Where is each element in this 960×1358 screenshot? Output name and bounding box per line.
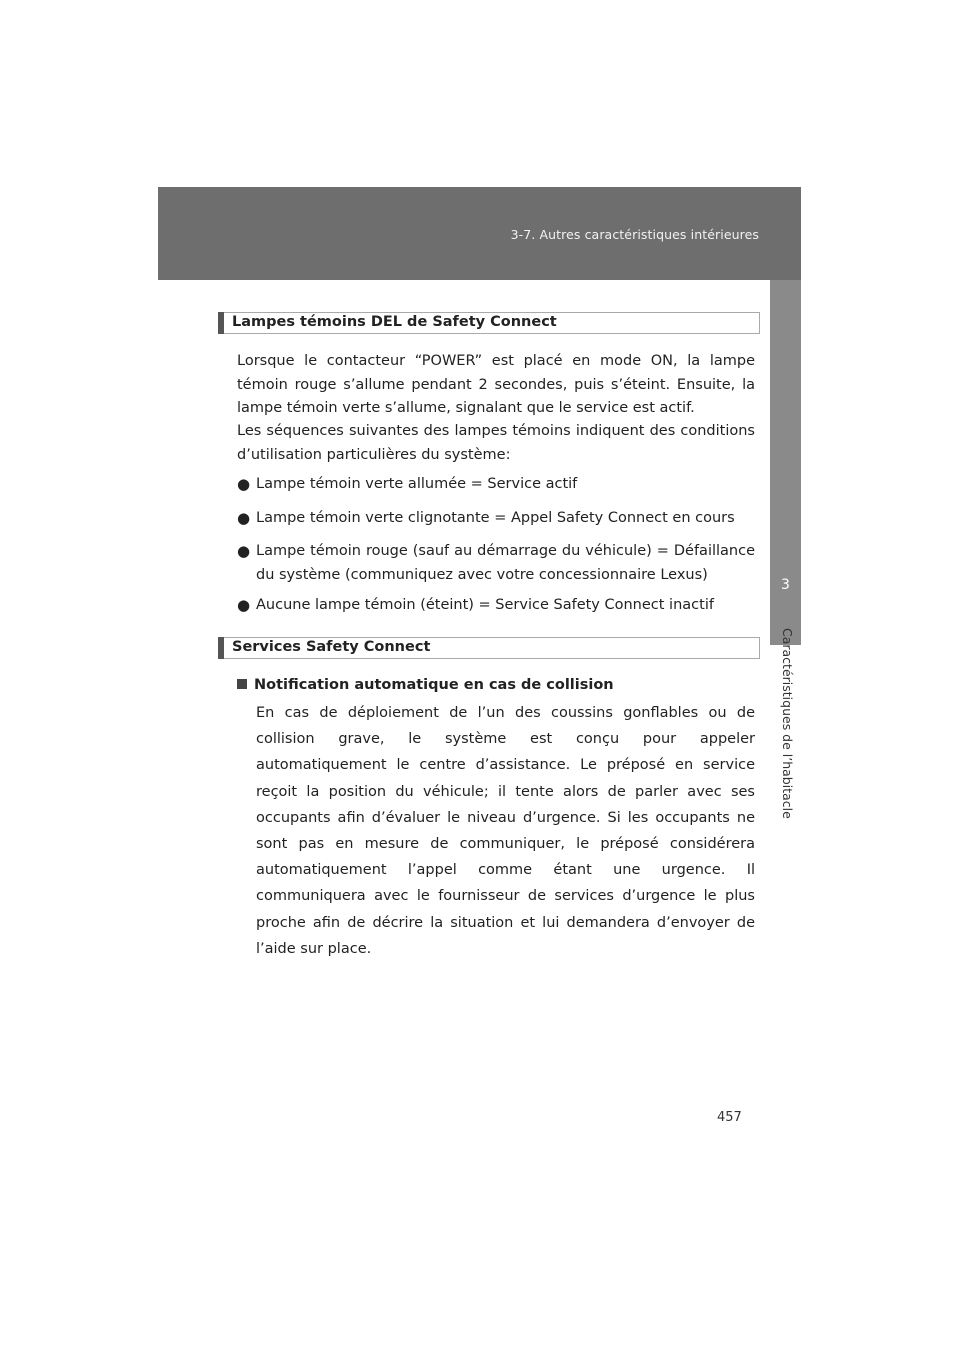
heading-bar	[218, 637, 224, 659]
list-item	[237, 507, 755, 531]
list-item-text: Lampe témoin rouge (sauf au démarrage du véhicule) = Défaillance du système (communiquez avec votre concessionnaire Lexus)	[256, 543, 755, 583]
subheading-text: Notification automatique en cas de collision	[254, 677, 614, 693]
paragraph: En cas de déploiement de l’un des coussins gonflables ou de collision grave, le système est conçu pour appeler automatiquement le centre d’assistance. Le préposé en service reçoit la position du véhicule; il tente alors de parler avec ses occupants afin d’évaluer le niveau d’urgence. Si les occupants ne sont pas en mesure de communiquer, le préposé considérera automatiquement l’appel comme étant une urgence. Il communiquera avec le fournisseur de services d’urgence le plus proche afin de décrire la situation et lui demandera d’envoyer de l’aide sur place.	[256, 705, 755, 957]
list-item-text: Aucune lampe témoin (éteint) = Service Safety Connect inactif	[256, 597, 714, 613]
square-bullet-icon	[237, 679, 247, 689]
bullet-icon: ●	[237, 596, 251, 614]
list-item	[237, 473, 755, 497]
chapter-title: 3-7. Autres caractéristiques intérieures	[510, 227, 759, 242]
paragraph: Les séquences suivantes des lampes témoins indiquent des conditions d’utilisation particulières du système:	[237, 423, 755, 463]
section-heading-text: Lampes témoins DEL de Safety Connect	[232, 314, 557, 330]
chapter-header-band	[158, 187, 801, 280]
page-number: 457	[717, 1110, 742, 1125]
chapter-number: 3	[781, 577, 790, 593]
list-item	[237, 594, 755, 618]
subheading	[237, 677, 614, 693]
section-heading-safety-connect-services	[218, 637, 760, 659]
section-heading-led-lamps	[218, 312, 760, 334]
chapter-side-label: Caractéristiques de l’habitacle	[780, 628, 795, 819]
heading-bar	[218, 312, 224, 334]
list-item	[237, 540, 755, 587]
bullet-icon: ●	[237, 475, 251, 493]
paragraph: Lorsque le contacteur “POWER” est placé en mode ON, la lampe témoin rouge s’allume pendant 2 secondes, puis s’éteint. Ensuite, la lampe témoin verte s’allume, signalant que le service est actif.	[237, 353, 755, 416]
section-heading-text: Services Safety Connect	[232, 639, 431, 655]
bullet-icon: ●	[237, 509, 251, 527]
list-item-text: Lampe témoin verte allumée = Service actif	[256, 476, 578, 492]
list-item-text: Lampe témoin verte clignotante = Appel Safety Connect en cours	[256, 510, 735, 526]
chapter-side-tab	[770, 280, 801, 645]
bullet-icon: ●	[237, 542, 251, 560]
